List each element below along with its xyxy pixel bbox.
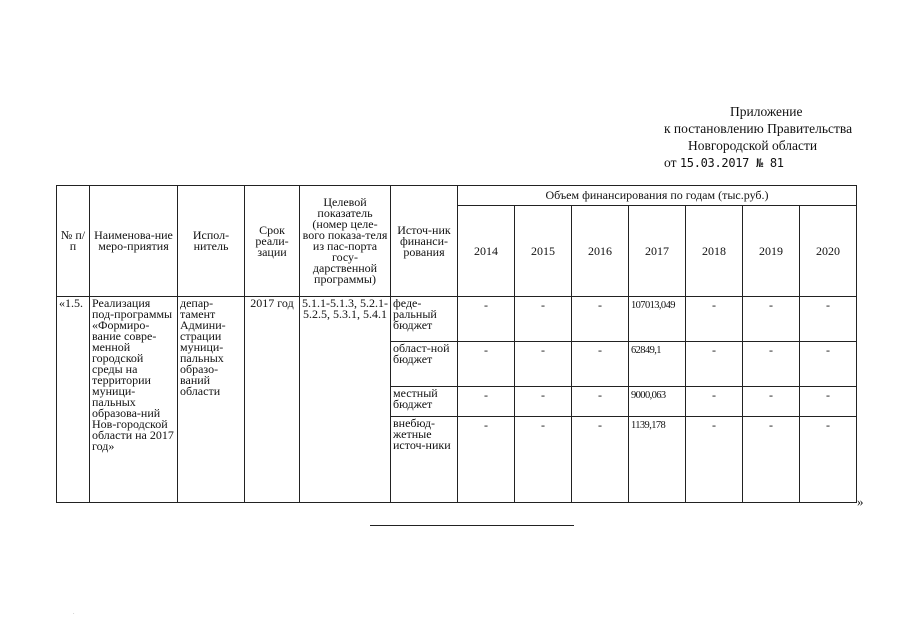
- funding-value: -: [515, 297, 572, 342]
- end-rule-divider: [370, 525, 574, 526]
- row-term: 2017 год: [245, 297, 300, 503]
- funding-value: -: [800, 342, 857, 387]
- header-name: Наименова-ние меро-приятия: [90, 186, 178, 297]
- row-executor: депар-тамент Админи-страции муници-пальных образо-ваний области: [178, 297, 245, 503]
- funding-value: 1139,178: [629, 417, 686, 503]
- header-year: 2015: [515, 206, 572, 297]
- row-target: 5.1.1-5.1.3, 5.2.1-5.2.5, 5.3.1, 5.4.1: [300, 297, 391, 503]
- funding-table: [56, 185, 857, 503]
- header-year: 2014: [458, 206, 515, 297]
- funding-value: 107013,049: [629, 297, 686, 342]
- funding-value: -: [800, 387, 857, 417]
- date-prefix: от: [664, 155, 677, 170]
- funding-value: -: [686, 342, 743, 387]
- funding-value: -: [458, 342, 515, 387]
- funding-value: -: [458, 297, 515, 342]
- appendix-header: [664, 103, 894, 172]
- header-funding-group: Объем финансирования по годам (тыс.руб.): [458, 186, 857, 206]
- header-year: 2016: [572, 206, 629, 297]
- funding-value: -: [800, 297, 857, 342]
- funding-value: 9000,063: [629, 387, 686, 417]
- header-source: Источ-ник финанси-рования: [391, 186, 458, 297]
- funding-value: -: [458, 387, 515, 417]
- funding-source: феде-ральный бюджет: [391, 297, 458, 342]
- funding-value: -: [743, 297, 800, 342]
- funding-value: -: [572, 297, 629, 342]
- header-target: Целевой показатель (номер целе-вого показа-теля из пас-порта госу-дарственной программы): [300, 186, 391, 297]
- table-row: [57, 297, 857, 342]
- header-year: 2019: [743, 206, 800, 297]
- appendix-region-line: Новгородской области: [688, 138, 818, 153]
- funding-source: област-ной бюджет: [391, 342, 458, 387]
- funding-value: -: [686, 387, 743, 417]
- funding-value: -: [515, 417, 572, 503]
- funding-value: -: [743, 342, 800, 387]
- header-term: Срок реали-зации: [245, 186, 300, 297]
- funding-value: 62849,1: [629, 342, 686, 387]
- header-year: 2018: [686, 206, 743, 297]
- funding-value: -: [743, 417, 800, 503]
- row-num: «1.5.: [57, 297, 90, 503]
- header-year: 2017: [629, 206, 686, 297]
- header-year: 2020: [800, 206, 857, 297]
- header-executor: Испол-нитель: [178, 186, 245, 297]
- funding-source: внебюд-жетные источ-ники: [391, 417, 458, 503]
- funding-source: местный бюджет: [391, 387, 458, 417]
- funding-value: -: [572, 342, 629, 387]
- closing-quote: »: [857, 494, 864, 509]
- scan-speck: .: [73, 610, 75, 616]
- funding-value: -: [458, 417, 515, 503]
- funding-value: -: [515, 387, 572, 417]
- appendix-resolution-line: к постановлению Правительства: [664, 121, 853, 136]
- funding-value: -: [572, 417, 629, 503]
- header-num: № п/п: [57, 186, 90, 297]
- funding-value: -: [686, 297, 743, 342]
- funding-value: -: [743, 387, 800, 417]
- funding-value: -: [515, 342, 572, 387]
- resolution-date-number: 15.03.2017 № 81: [679, 156, 784, 170]
- funding-value: -: [686, 417, 743, 503]
- row-name: Реализация под-программы «Формиро-вание совре-менной городской среды на территории муници-пальных образова-ний Нов-городской области на 2017 год»: [90, 297, 178, 503]
- funding-value: -: [800, 417, 857, 503]
- funding-value: -: [572, 387, 629, 417]
- appendix-title: Приложение: [730, 104, 803, 119]
